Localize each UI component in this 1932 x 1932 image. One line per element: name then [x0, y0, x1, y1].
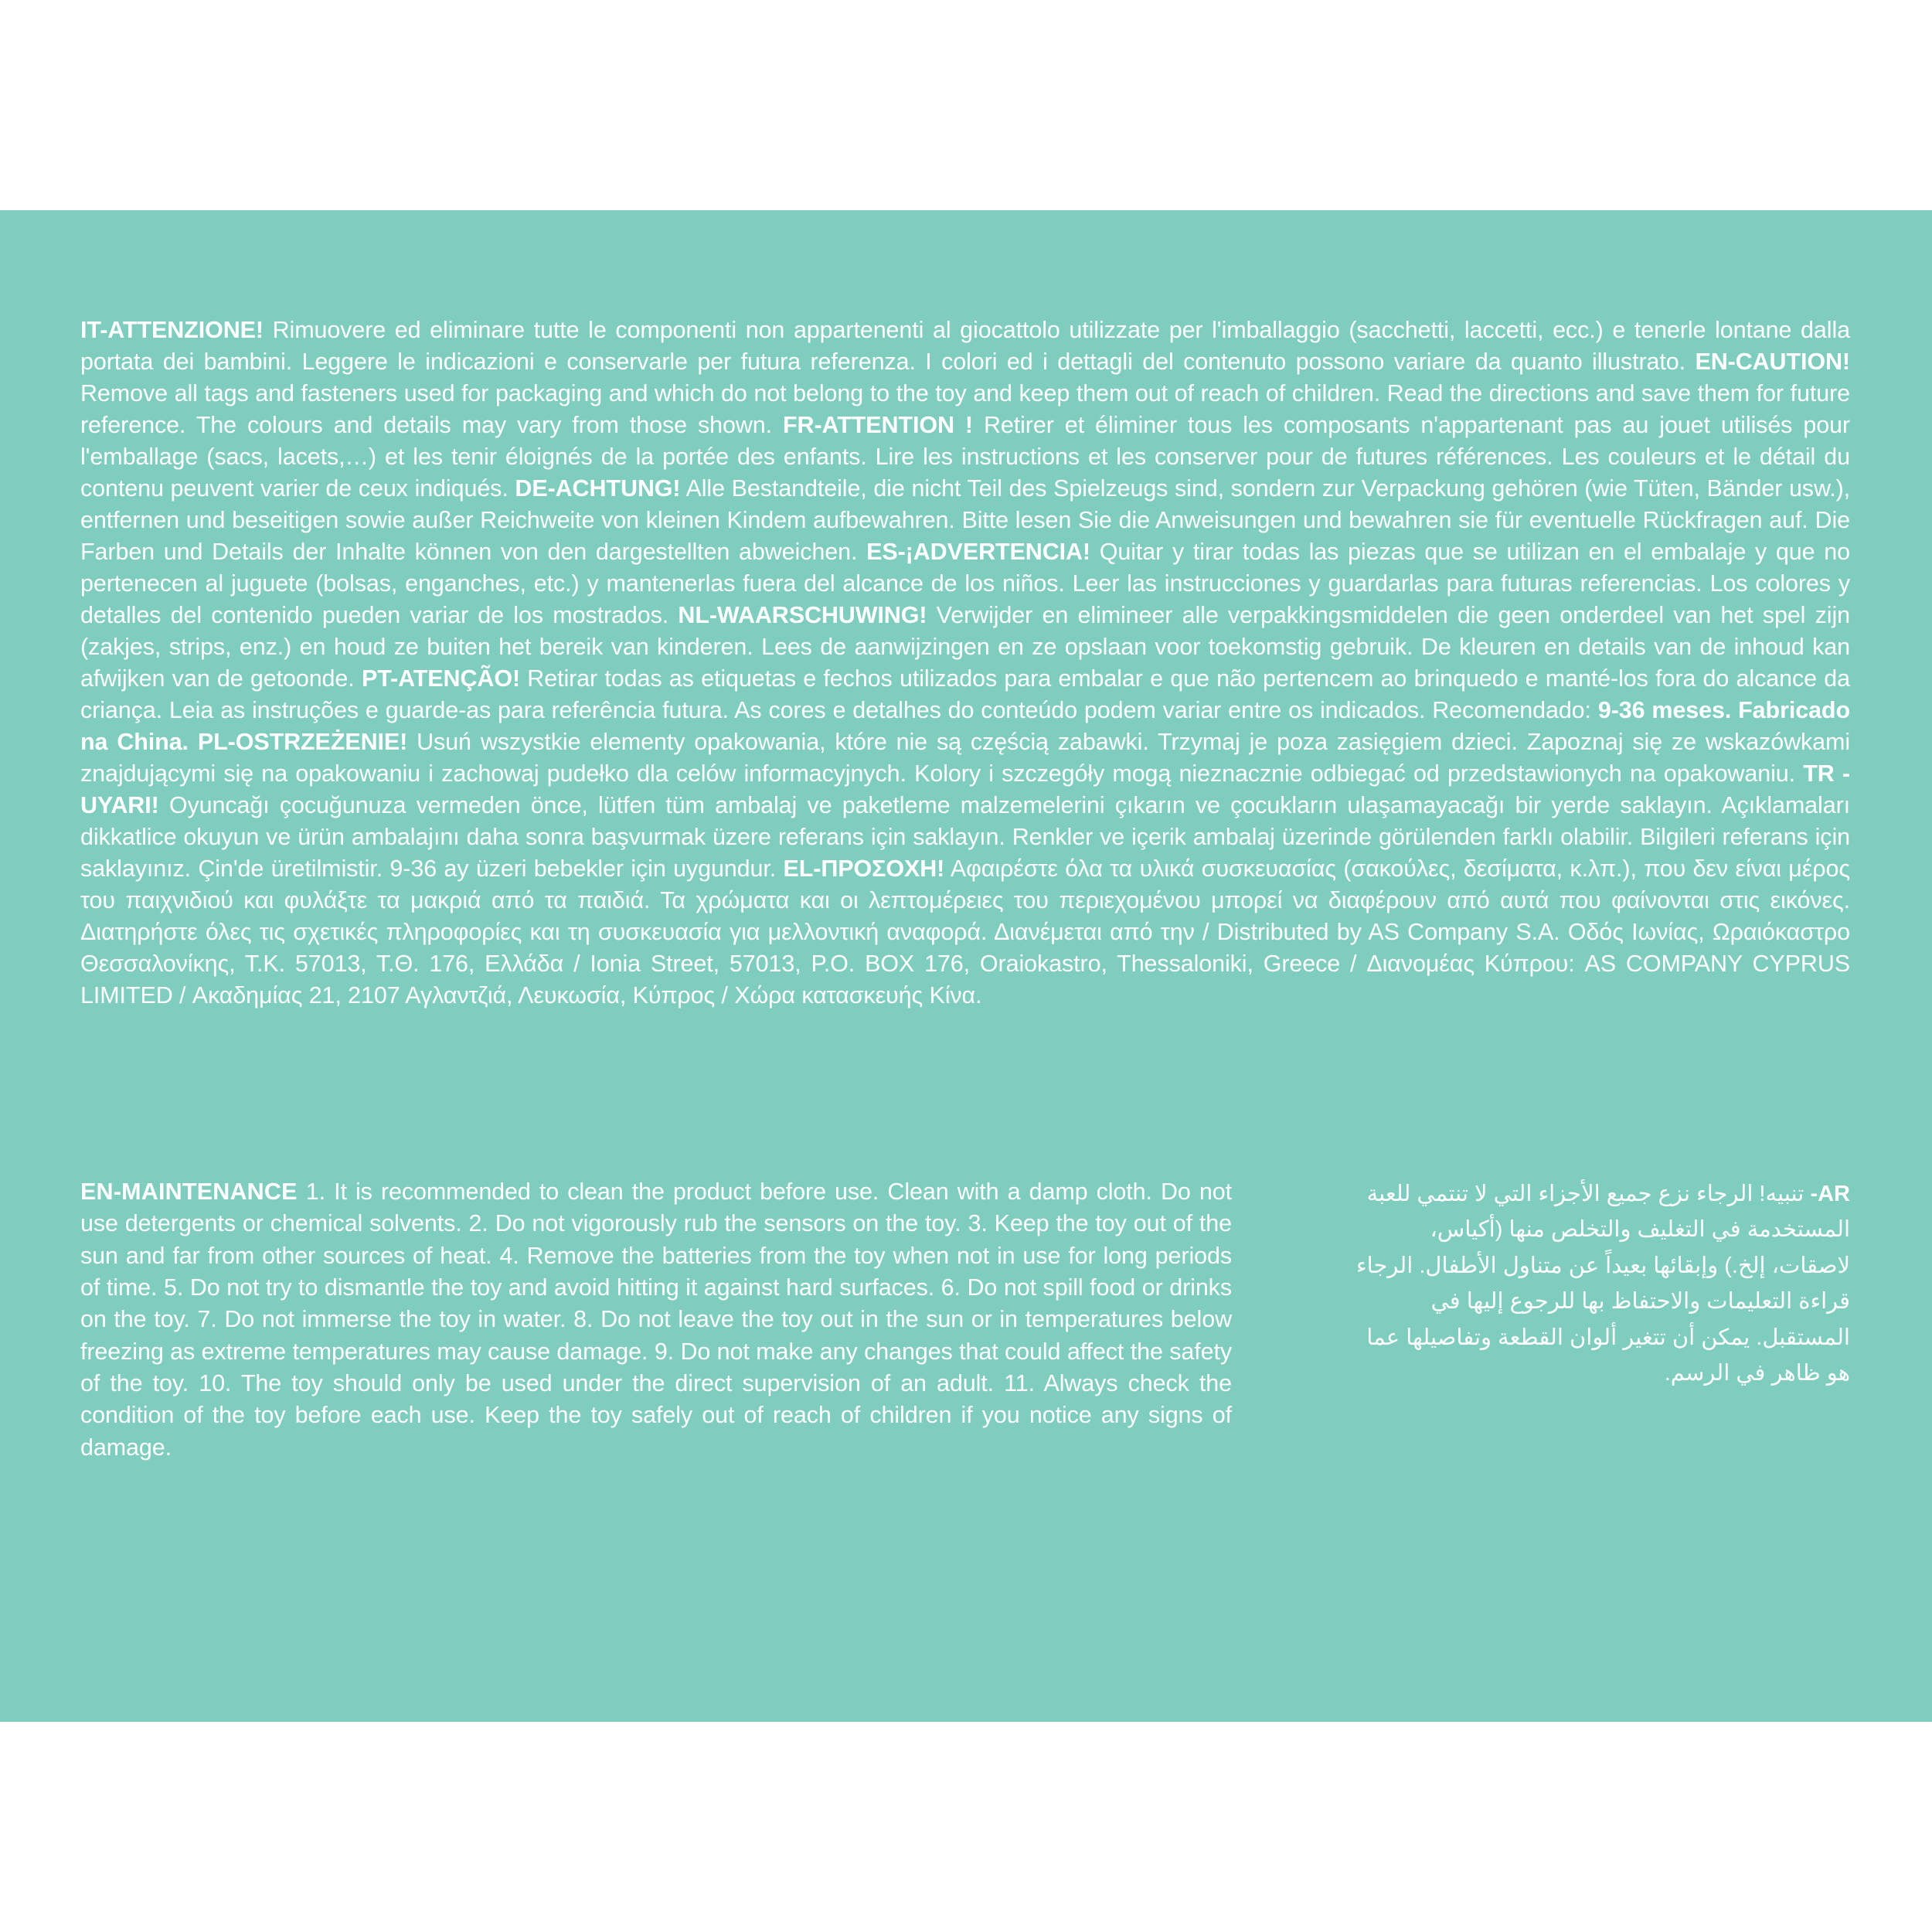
product-label-panel — [0, 210, 1932, 1722]
warning-text-fr: Retirer et éliminer tous les composants n'appartenant pas au jouet utilisés pour l'emballage (sacs, lacets,…) et les tenir éloignés de la portée des enfants. Lire les instructions et les conserver pour de futures références. Les couleurs et le détail du contenu peuvent varier de ceux indiqués. — [80, 412, 1850, 502]
warning-text-el: Αφαιρέστε όλα τα υλικά συσκευασίας (σακούλες, δεσίματα, κ.λπ.), που δεν είναι μέρος του παιχνιδιού και φυλάξτε τα μακριά από τα παιδιά. Τα χρώματα και οι λεπτομέρειες του περιεχομένου μπορεί να διαφέρουν από αυτά που φαίνονται στις εικόνες. Διατηρήστε όλες τις σχετικές πληροφορίες και τη συσκευασία για μελλοντική αναφορά. — [80, 855, 1850, 946]
warning-label-el: EL-ΠΡΟΣΟΧΗ! — [783, 855, 945, 883]
lower-section — [80, 1176, 1850, 1464]
maintenance-label: EN-MAINTENANCE — [80, 1179, 298, 1205]
arabic-text: تنبيه! الرجاء نزع جميع الأجزاء التي لا تنتمي للعبة المستخدمة في التغليف والتخلص منها (أكياس، لاصقات، إلخ.) وإبقائها بعيداً عن متناول الأطفال. الرجاء قراءة التعليمات والاحتفاظ بها للرجوع إليها في المستقبل. يمكن أن تتغير ألوان القطعة وتفاصيلها عما هو ظاهر في الرسم. — [1356, 1182, 1850, 1386]
warning-label-nl: NL-WAARSCHUWING! — [678, 602, 927, 629]
warning-label-tr: TR - UYARI! — [80, 760, 1850, 819]
distributor-info: Διανέμεται από την / Distributed by AS Company S.A. Οδός Ιωνίας, Ωραιόκαστρο Θεσσαλονίκης, Τ.Κ. 57013, Τ.Θ. 176, Ελλάδα / Ionia Street, 57013, P.O. BOX 176, Oraiokastro, Thessaloniki, Greece / Διανομέας Κύπρου: AS COMPANY CYPRUS LIMITED / Ακαδημίας 21, 2107 Αγλαντζιά, Λευκωσία, Κύπρος / Χώρα κατασκευής Κίνα. — [80, 919, 1850, 1009]
warning-text-it: Rimuovere ed eliminare tutte le componenti non appartenenti al giocattolo utilizzate per l'imballaggio (sacchetti, laccetti, ecc.) e tenerle lontane dalla portata dei bambini. Leggere le indicazioni e conservarle per futura referenza. I colori ed i dettagli del contenuto possono variare da quanto illustrato. — [80, 317, 1850, 376]
warning-text-tr: Oyuncağı çocuğunuza vermeden önce, lütfen tüm ambalaj ve paketleme malzemelerini çıkarın ve çocukların ulaşamayacağı bir yerde saklayın. Açıklamaları dikkatlice okuyun ve ürün ambalajını daha sonra başvurmak üzere referans için saklayın. Renkler ve içerik ambalaj üzerinde görülenden farklı olabilir. Bilgileri referans için saklayınız. Çin'de üretilmistir. 9-36 ay üzeri bebekler için uygundur. — [80, 792, 1850, 883]
multilingual-warnings-block — [80, 315, 1850, 1012]
arabic-label: AR- — [1810, 1182, 1850, 1206]
warning-text-pt: Retirar todas as etiquetas e fechos utilizados para embalar e que não pertencem ao brinquedo e manté-los fora do alcance da criança. Leia as instruções e guarde-as para referência futura. As cores e detalhes do conteúdo podem variar entre os indicados. Recomendado: — [80, 665, 1850, 724]
warning-text-de: Alle Bestandteile, die nicht Teil des Spielzeugs sind, sondern zur Verpackung gehören (wie Tüten, Bänder usw.), entfernen und beseitigen sowie außer Reichweite von kleinen Kindem aufbewahren. Bitte lesen Sie die Anweisungen und bewahren sie für eventuelle Rückfragen auf. Die Farben und Details der Inhalte können von den dargestellten abweichen. — [80, 475, 1850, 566]
warning-label-fr: FR-ATTENTION ! — [783, 412, 973, 439]
maintenance-block — [80, 1176, 1232, 1464]
warning-label-pt: PT-ATENÇÃO! — [361, 665, 520, 692]
maintenance-text: 1. It is recommended to clean the product before use. Clean with a damp cloth. Do not use detergents or chemical solvents. 2. Do not vigorously rub the sensors on the toy. 3. Keep the toy out of the sun and far from other sources of heat. 4. Remove the batteries from the toy when not in use for long periods of time. 5. Do not try to dismantle the toy and avoid hitting it against hard surfaces. 6. Do not spill food or drinks on the toy. 7. Do not immerse the toy in water. 8. Do not leave the toy out in the sun or in temperatures below freezing as extreme temperatures may cause damage. 9. Do not make any changes that could affect the safety of the toy. 10. The toy should only be used under the direct supervision of an adult. 11. Always check the condition of the toy before each use. Keep the toy safely out of reach of children if you notice any signs of damage. — [80, 1179, 1232, 1461]
arabic-warning-block — [1355, 1176, 1850, 1391]
warning-label-it: IT-ATTENZIONE! — [80, 317, 264, 343]
warning-text-pl: Usuń wszystkie elementy opakowania, które nie są częścią zabawki. Trzymaj je poza zasięgiem dzieci. Zapoznaj się ze wskazówkami znajdującymi się na opakowaniu i zachowaj pudełko dla celów informacyjnych. Kolory i szczegóły mogą nieznacznie odbiegać od przedstawionych na opakowaniu. — [80, 729, 1850, 787]
warning-label-pl: PL-OSTRZEŻENIE! — [197, 729, 408, 756]
warning-text-nl: Verwijder en elimineer alle verpakkingsmiddelen die geen onderdeel van het spel zijn (zakjes, strips, enz.) en houd ze buiten het bereik van kinderen. Lees de aanwijzingen en ze opslaan voor toekomstig gebruik. De kleuren en details van de inhoud kan afwijken van de getoonde. — [80, 602, 1850, 692]
warning-text-en: Remove all tags and fasteners used for packaging and which do not belong to the toy and keep them out of reach of children. Read the directions and save them for future reference. The colours and details may vary from those shown. — [80, 380, 1850, 439]
warning-label-en: EN-CAUTION! — [1695, 349, 1850, 376]
warning-text-es: Quitar y tirar todas las piezas que se utilizan en el embalaje y que no pertenecen al juguete (bolsas, enganches, etc.) y mantenerlas fuera del alcance de los niños. Leer las instrucciones y guardarlas para futuras referencias. Los colores y detalles del contenido pueden variar de los mostrados. — [80, 539, 1851, 629]
warning-recommendation-pt: 9-36 meses. Fabricado na China. — [80, 697, 1850, 756]
warning-label-de: DE-ACHTUNG! — [515, 475, 681, 502]
warning-label-es: ES-¡ADVERTENCIA! — [866, 539, 1090, 566]
